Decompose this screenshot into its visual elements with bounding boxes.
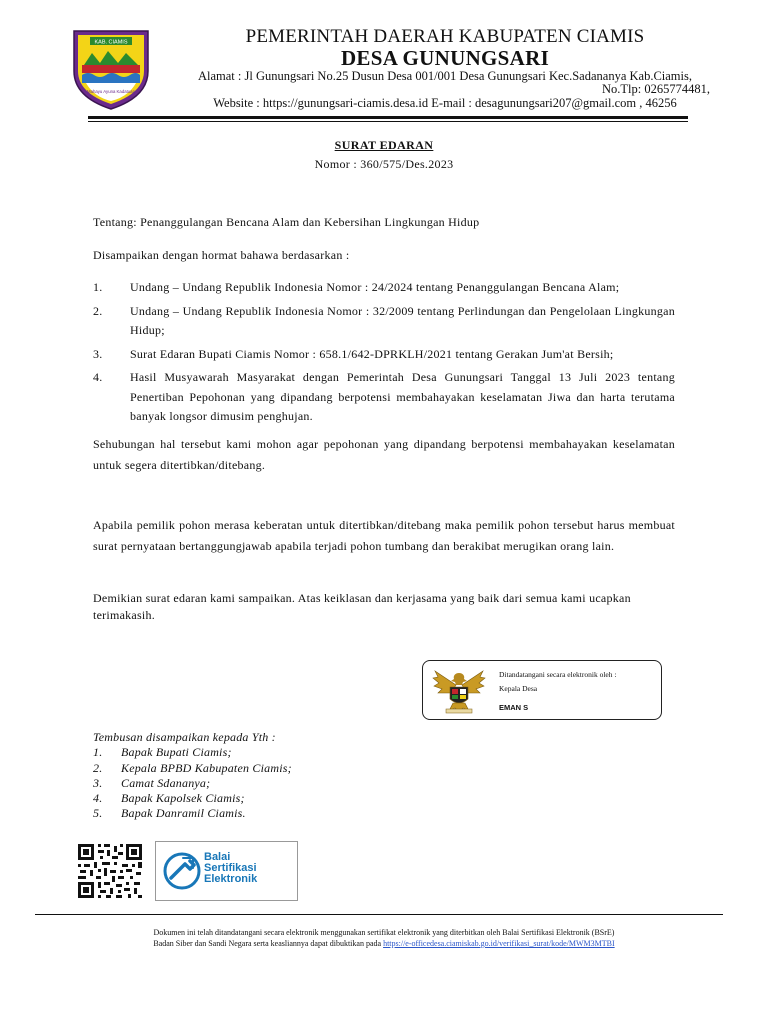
village-website-email: Website : https://gunungsari-ciamis.desa.id E-mail : desagunungsari207@gmail.com , 46256 <box>213 96 677 110</box>
list-item <box>93 761 292 776</box>
footer-divider <box>35 914 723 915</box>
signed-electronically-label: Ditandatangani secara elektronik oleh : <box>499 670 617 679</box>
list-item-number: 1. <box>93 745 103 760</box>
logo-motto: Mahayu Ayuna Kadatuan <box>87 89 135 94</box>
verification-link[interactable]: https://e-officedesa.ciamiskab.go.id/verifikasi_surat/kode/MWM3MTBI <box>383 939 615 948</box>
bsre-shield-icon <box>163 850 201 892</box>
list-item-number: 3. <box>93 775 103 790</box>
list-item-number: 3. <box>93 346 103 361</box>
village-name: DESA GUNUNGSARI <box>340 46 550 70</box>
paragraph-closing: Demikian surat edaran kami sampaikan. Atas keiklasan dan kerjasama yang baik dari semua kami ucapkan terimakasih. <box>93 591 631 622</box>
carbon-copy-heading: Tembusan disampaikan kepada Yth : <box>93 730 276 744</box>
bsre-line-1: Balai <box>204 851 231 863</box>
letterhead-divider-thick <box>88 116 688 119</box>
paragraph-objection: Apabila pemilik pohon merasa keberatan untuk ditertibkan/ditebang maka pemilik pohon tersebut harus membuat surat pernyataan bertanggungjawab apabila terjadi pohon tumbang dan berakibat merugikan orang lain. <box>93 518 675 553</box>
list-item <box>93 745 292 760</box>
list-item <box>93 302 675 341</box>
verification-qr-code-icon <box>76 842 144 900</box>
bsre-line-3: Elektronik <box>204 873 258 885</box>
paragraph-request: Sehubungan hal tersebut kami mohon agar pepohonan yang dipandang berpotensi membahayakan keselamatan untuk segera ditertibkan/ditebang. <box>93 437 675 472</box>
list-item-text: Undang – Undang Republik Indonesia Nomor : 24/2024 tentang Penanggulangan Bencana Alam; <box>130 280 620 294</box>
list-item-number: 4. <box>93 791 103 806</box>
bsre-line-2: Sertifikasi <box>204 862 257 874</box>
government-name: PEMERINTAH DAERAH KABUPATEN CIAMIS <box>245 26 645 47</box>
list-item-number: 2. <box>93 760 103 775</box>
village-phone: No.Tlp: 0265774481, <box>602 82 710 96</box>
village-address: Alamat : Jl Gunungsari No.25 Dusun Desa 001/001 Desa Gunungsari Kec.Sadananya Kab.Ciamis, <box>197 69 692 83</box>
signer-position: Kepala Desa <box>499 684 538 693</box>
ciamis-regency-logo <box>66 25 156 111</box>
list-item-text: Hasil Musyawarah Masyarakat dengan Pemerintah Desa Gunungsari Tanggal 13 Juli 2023 tentang Penertiban Pepohonan yang dipandang berpotensi membahayakan keselamatan Jiwa dan harta terutama banyak longsor dimusim penghujan. <box>130 370 675 423</box>
list-item-text: Bapak Bupati Ciamis; <box>121 745 232 760</box>
signer-name: EMAN S <box>499 703 529 712</box>
footer-verification-text: Badan Siber dan Sandi Negara serta keasliannya dapat dibuktikan pada <box>153 939 384 948</box>
list-item-text: Kepala BPBD Kabupaten Ciamis; <box>121 760 292 775</box>
list-item-text: Undang – Undang Republik Indonesia Nomor : 32/2009 tentang Perlindungan dan Pengelolaan Lingkungan Hidup; <box>130 303 675 337</box>
carbon-copy-list <box>93 730 292 822</box>
list-item-text: Bapak Kapolsek Ciamis; <box>121 791 245 806</box>
bsre-logo <box>155 841 298 901</box>
list-item-number: 2. <box>93 303 103 318</box>
list-item-number: 4. <box>93 370 103 384</box>
list-item <box>93 776 292 791</box>
list-item-number: 5. <box>93 806 103 821</box>
letter-subject: Tentang: Penanggulangan Bencana Alam dan Kebersihan Lingkungan Hidup <box>93 215 480 229</box>
logo-top-label: KAB. CIAMIS <box>94 39 128 46</box>
list-item <box>93 368 675 427</box>
list-item <box>93 278 675 298</box>
legal-basis-list <box>93 278 675 431</box>
list-item-text: Bapak Danramil Ciamis. <box>121 806 246 821</box>
list-item <box>93 345 675 365</box>
garuda-emblem-icon <box>429 665 489 715</box>
list-item-text: Surat Edaran Bupati Ciamis Nomor : 658.1/642-DPRKLH/2021 tentang Gerakan Jum'at Bersih; <box>130 346 614 361</box>
list-item-text: Camat Sdananya; <box>121 775 211 790</box>
letter-title: SURAT EDARAN <box>334 138 434 152</box>
footer-certificate-note: Dokumen ini telah ditandatangani secara elektronik menggunakan sertifikat elektronik yang diterbitkan oleh Balai Sertifikasi Elektronik (BSrE) <box>153 928 615 937</box>
list-item <box>93 806 292 821</box>
electronic-signature-box <box>422 660 662 720</box>
letter-opening: Disampaikan dengan hormat bahawa berdasarkan : <box>93 248 350 262</box>
footer-verification-note <box>0 939 768 948</box>
list-item-number: 1. <box>93 280 103 294</box>
letterhead-divider-thin <box>88 121 688 122</box>
letter-number: Nomor : 360/575/Des.2023 <box>314 157 454 171</box>
list-item <box>93 791 292 806</box>
